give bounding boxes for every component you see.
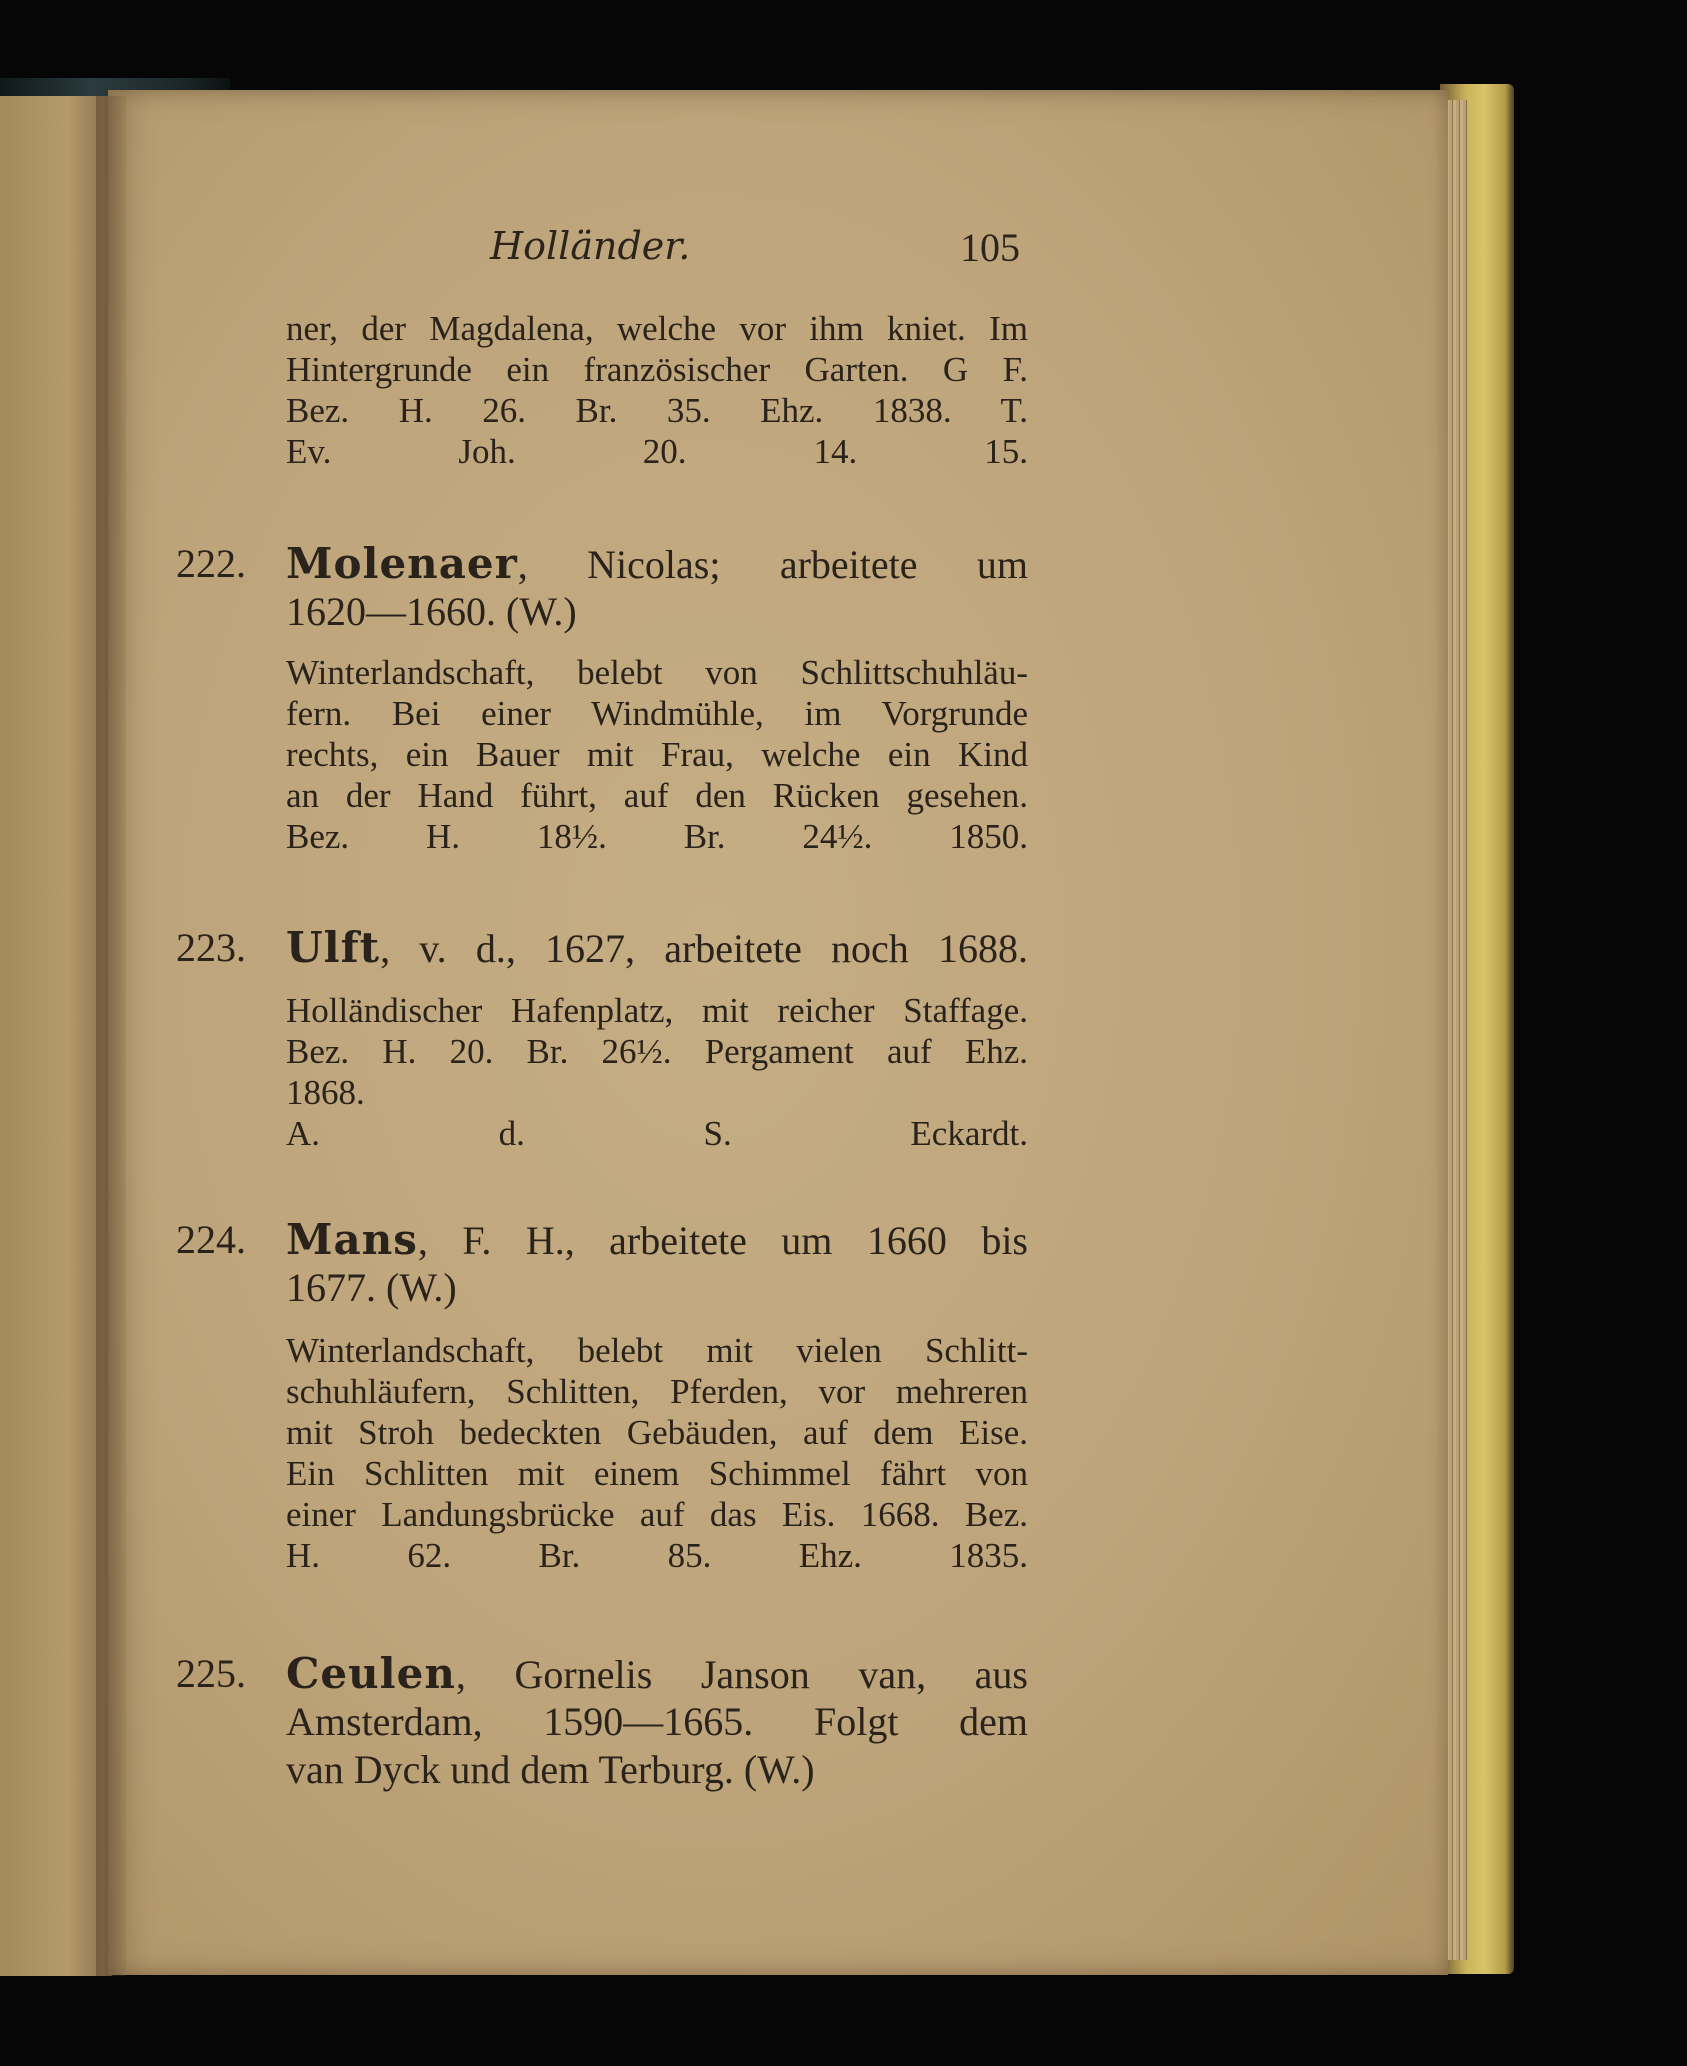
text-line: Ev. Joh. 20. 14. 15. [286,432,1028,471]
entry-224-heading [176,1216,1028,1312]
text-line: fern. Bei einer Windmühle, im Vorgrunde [286,694,1028,733]
gutter-shadow [96,96,126,1976]
entry-number: 222. [176,541,246,586]
artist-details: , Gornelis Janson van, aus [455,1652,1028,1697]
text-line: H. 62. Br. 85. Ehz. 1835. [286,1536,1028,1575]
continuation-paragraph [286,308,1028,472]
text-line: ner, der Magdalena, welche vor ihm kniet. Im [286,309,1028,348]
artist-name: Ulft [286,923,381,972]
entry-heading-line: 1677. (W.) [286,1265,457,1310]
text-line: an der Hand führt, auf den Rücken gesehen. [286,776,1028,815]
artist-details: , v. d., 1627, arbeitete noch 1688. [380,926,1028,971]
entry-heading-line: 1620—1660. (W.) [286,589,577,634]
entry-223-description [286,990,1028,1154]
text-line: einer Landungsbrücke auf das Eis. 1668. Bez. [286,1495,1028,1534]
entry-heading-line: van Dyck und dem Terburg. (W.) [286,1747,815,1792]
text-line: schuhläufern, Schlitten, Pferden, vor mehreren [286,1372,1028,1411]
text-line: Bez. H. 18½. Br. 24½. 1850. [286,817,1028,856]
entry-heading-line [286,924,1028,973]
text-line: Hintergrunde ein französischer Garten. G F. [286,350,1028,389]
text-line: Holländischer Hafenplatz, mit reicher Staffage. [286,991,1028,1030]
entry-223-heading [176,924,1028,972]
text-line: mit Stroh bedeckten Gebäuden, auf dem Eise. [286,1413,1028,1452]
artist-name: Molenaer [286,539,518,588]
entry-225-heading [176,1650,1028,1794]
text-line: Bez. H. 26. Br. 35. Ehz. 1838. T. [286,391,1028,430]
artist-details: , F. H., arbeitete um 1660 bis [417,1218,1028,1263]
text-line: A. d. S. Eckardt. [286,1114,1028,1153]
entry-heading-line [286,1216,1028,1265]
page-number: 105 [960,225,1020,270]
artist-name: Ceulen [286,1649,456,1698]
entry-heading-line [286,1650,1028,1699]
entry-224-description [286,1330,1028,1576]
entry-number: 224. [176,1217,246,1262]
entry-number: 225. [176,1651,246,1696]
text-line: Ein Schlitten mit einem Schimmel fährt von [286,1454,1028,1493]
text-line: 1868. [286,1073,365,1112]
artist-name: Mans [286,1215,418,1264]
artist-details: , Nicolas; arbeitete um [517,542,1028,587]
text-line: Winterlandschaft, belebt von Schlittschuhläu- [286,653,1028,692]
text-line: Bez. H. 20. Br. 26½. Pergament auf Ehz. [286,1032,1028,1071]
entry-222-heading [176,540,1028,636]
entry-heading-line: Amsterdam, 1590—1665. Folgt dem [286,1699,1028,1744]
text-line: Winterlandschaft, belebt mit vielen Schlitt- [286,1331,1028,1370]
entry-222-description [286,652,1028,857]
entry-number: 223. [176,925,246,970]
text-line: rechts, ein Bauer mit Frau, welche ein Kind [286,735,1028,774]
entry-heading-line [286,540,1028,589]
running-title: Holländer. [490,224,691,268]
